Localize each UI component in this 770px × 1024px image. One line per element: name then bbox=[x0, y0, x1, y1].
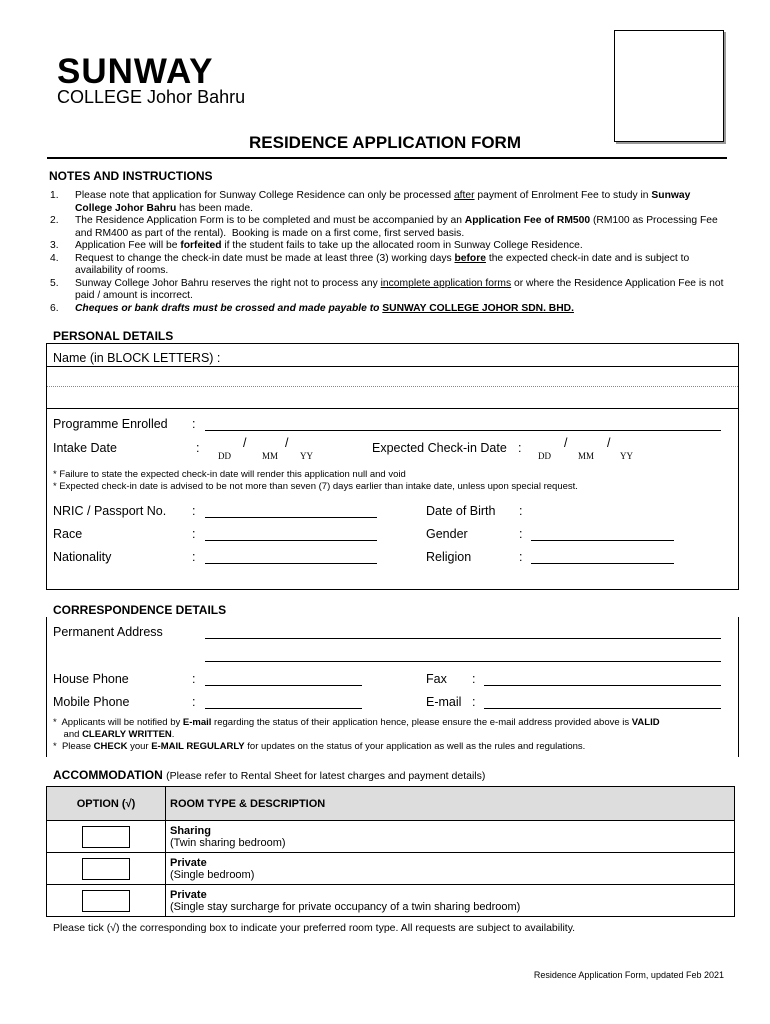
note-number: 5. bbox=[50, 277, 59, 289]
note-number: 6. bbox=[50, 302, 59, 314]
email-note-2: * Please CHECK your E-MAIL REGULARLY for updates on the status of your application as well as the rules and regulations. bbox=[53, 741, 586, 752]
notes-list bbox=[50, 190, 726, 315]
room-type: Private bbox=[170, 888, 207, 901]
nationality-label: Nationality bbox=[53, 550, 112, 564]
address-label: Permanent Address bbox=[53, 625, 163, 639]
checkin-mm[interactable]: MM bbox=[578, 451, 595, 461]
mobile-phone-label: Mobile Phone bbox=[53, 695, 130, 709]
nationality-field[interactable] bbox=[205, 563, 377, 564]
fax-label: Fax bbox=[426, 672, 447, 686]
intake-mm[interactable]: MM bbox=[262, 451, 279, 461]
option-checkbox[interactable] bbox=[82, 890, 130, 912]
note-item: 5. Sunway College Johor Bahru reserves the right not to process any incomplete application forms or where the Residence Application Fee is not paid / amount is incorrect. bbox=[50, 277, 724, 301]
checkin-dd[interactable]: DD bbox=[538, 451, 551, 461]
form-title: RESIDENCE APPLICATION FORM bbox=[248, 133, 521, 152]
title-divider bbox=[47, 157, 727, 159]
note-item: 2. The Residence Application Form is to be completed and must be accompanied by an Application Fee of RM500 (RM100 as Processing Fee and RM400 as part of the rental). Booking is made on a first come, first served basis. bbox=[50, 215, 718, 239]
notes-heading: NOTES AND INSTRUCTIONS bbox=[49, 169, 213, 183]
nric-label: NRIC / Passport No. bbox=[53, 504, 167, 518]
religion-field[interactable] bbox=[531, 563, 674, 564]
room-cell bbox=[166, 885, 735, 917]
gender-label: Gender bbox=[426, 527, 468, 541]
note-item: 3. Application Fee will be forfeited if the student fails to take up the allocated room in Sunway College Residence. bbox=[50, 240, 583, 251]
programme-field[interactable] bbox=[205, 430, 721, 431]
option-cell bbox=[47, 885, 166, 917]
programme-label: Programme Enrolled bbox=[53, 417, 168, 431]
logo-sunway: SUNWAY bbox=[57, 52, 214, 91]
photo-box[interactable] bbox=[614, 30, 724, 142]
intake-yy[interactable]: YY bbox=[300, 451, 313, 461]
checkin-note-2: * Expected check-in date is advised to be not more than seven (7) days earlier than intake date, unless upon special request. bbox=[53, 481, 578, 492]
accommodation-row bbox=[47, 853, 735, 885]
religion-label: Religion bbox=[426, 550, 472, 564]
gender-field[interactable] bbox=[531, 540, 674, 541]
race-label: Race bbox=[53, 527, 83, 541]
option-cell bbox=[47, 853, 166, 885]
race-field[interactable] bbox=[205, 540, 377, 541]
note-item: 4. Request to change the check-in date must be made at least three (3) working days before the expected check-in date and is subject to availability of rooms. bbox=[50, 252, 690, 276]
col-room-type: ROOM TYPE & DESCRIPTION bbox=[166, 787, 735, 821]
checkin-yy[interactable]: YY bbox=[620, 451, 633, 461]
note-number: 2. bbox=[50, 215, 59, 226]
accommodation-row bbox=[47, 821, 735, 853]
email-note-1: * Applicants will be notified by E-mail regarding the status of their application hence, please ensure the e-mail address provided above is VALID and CLEARLY WRITTEN. bbox=[53, 717, 660, 740]
option-checkbox[interactable] bbox=[82, 826, 130, 848]
house-phone-label: House Phone bbox=[53, 672, 129, 686]
footer-note: Residence Application Form, updated Feb 2021 bbox=[533, 970, 724, 980]
accommodation-heading: ACCOMMODATION bbox=[53, 768, 163, 782]
email-label: E-mail bbox=[426, 695, 462, 709]
room-cell bbox=[166, 821, 735, 853]
fax-field[interactable] bbox=[484, 685, 721, 686]
correspondence-box: Permanent Address House Phone : Fax : Mobile Phone : E-mail : * Applicants will be notified by E-mail regarding the status of their application hence, please ensure the e-mail address provided above is VALID and CLEARLY WRITTEN. * Please CHECK your E-MAIL REGULARLY for updates on the status of your application as well as the rules and regulations. bbox=[46, 617, 739, 757]
note-number: 1. bbox=[50, 190, 59, 201]
intake-label: Intake Date bbox=[53, 441, 117, 455]
personal-details-box: Name (in BLOCK LETTERS) : Programme Enrolled : Intake Date : / / DD MM YY Expected Check-in Date : / / DD MM YY * Failure to state the expected check-in date will render this application null and void * Expected check-in date is advised to be not more than seven (7) days earlier than intake date, unless upon special request. NRIC / Passport No. : Date of Birth : Race : Gender : Nationality : Religion : bbox=[46, 343, 739, 590]
mobile-phone-field[interactable] bbox=[205, 708, 362, 709]
note-number: 3. bbox=[50, 240, 59, 251]
personal-heading: PERSONAL DETAILS bbox=[53, 329, 174, 343]
accommodation-row bbox=[47, 885, 735, 917]
option-cell bbox=[47, 821, 166, 853]
room-desc: (Single stay surcharge for private occupancy of a twin sharing bedroom) bbox=[170, 900, 521, 913]
intake-dd[interactable]: DD bbox=[218, 451, 231, 461]
accommodation-subheading: (Please refer to Rental Sheet for latest charges and payment details) bbox=[166, 770, 486, 782]
checkin-label: Expected Check-in Date bbox=[372, 441, 507, 455]
accommodation-table bbox=[46, 786, 735, 917]
note-number: 4. bbox=[50, 252, 59, 264]
col-option: OPTION (√) bbox=[47, 787, 166, 821]
room-type: Sharing bbox=[170, 824, 211, 837]
nric-field[interactable] bbox=[205, 517, 377, 518]
dob-label: Date of Birth bbox=[426, 504, 496, 518]
logo-college: COLLEGE Johor Bahru bbox=[57, 87, 246, 107]
house-phone-field[interactable] bbox=[205, 685, 362, 686]
accommodation-heading-row bbox=[53, 768, 485, 782]
room-cell bbox=[166, 853, 735, 885]
email-field[interactable] bbox=[484, 708, 721, 709]
option-checkbox[interactable] bbox=[82, 858, 130, 880]
room-desc: (Single bedroom) bbox=[170, 868, 255, 881]
address-field-2[interactable] bbox=[205, 661, 721, 662]
correspondence-heading: CORRESPONDENCE DETAILS bbox=[53, 603, 227, 617]
name-label: Name (in BLOCK LETTERS) : bbox=[53, 351, 221, 365]
address-field-1[interactable] bbox=[205, 638, 721, 639]
note-item: 1. Please note that application for Sunway College Residence can only be processed after payment of Enrolment Fee to study in Sunway College Johor Bahru has been made. bbox=[50, 190, 691, 214]
room-type: Private bbox=[170, 856, 207, 869]
checkin-note-1: * Failure to state the expected check-in date will render this application null and void bbox=[53, 469, 406, 480]
room-desc: (Twin sharing bedroom) bbox=[170, 836, 286, 849]
note-item: 6. Cheques or bank drafts must be crossed and made payable to SUNWAY COLLEGE JOHOR SDN. BHD. bbox=[50, 302, 574, 314]
accommodation-footnote: Please tick (√) the corresponding box to indicate your preferred room type. All requests are subject to availability. bbox=[53, 922, 576, 934]
